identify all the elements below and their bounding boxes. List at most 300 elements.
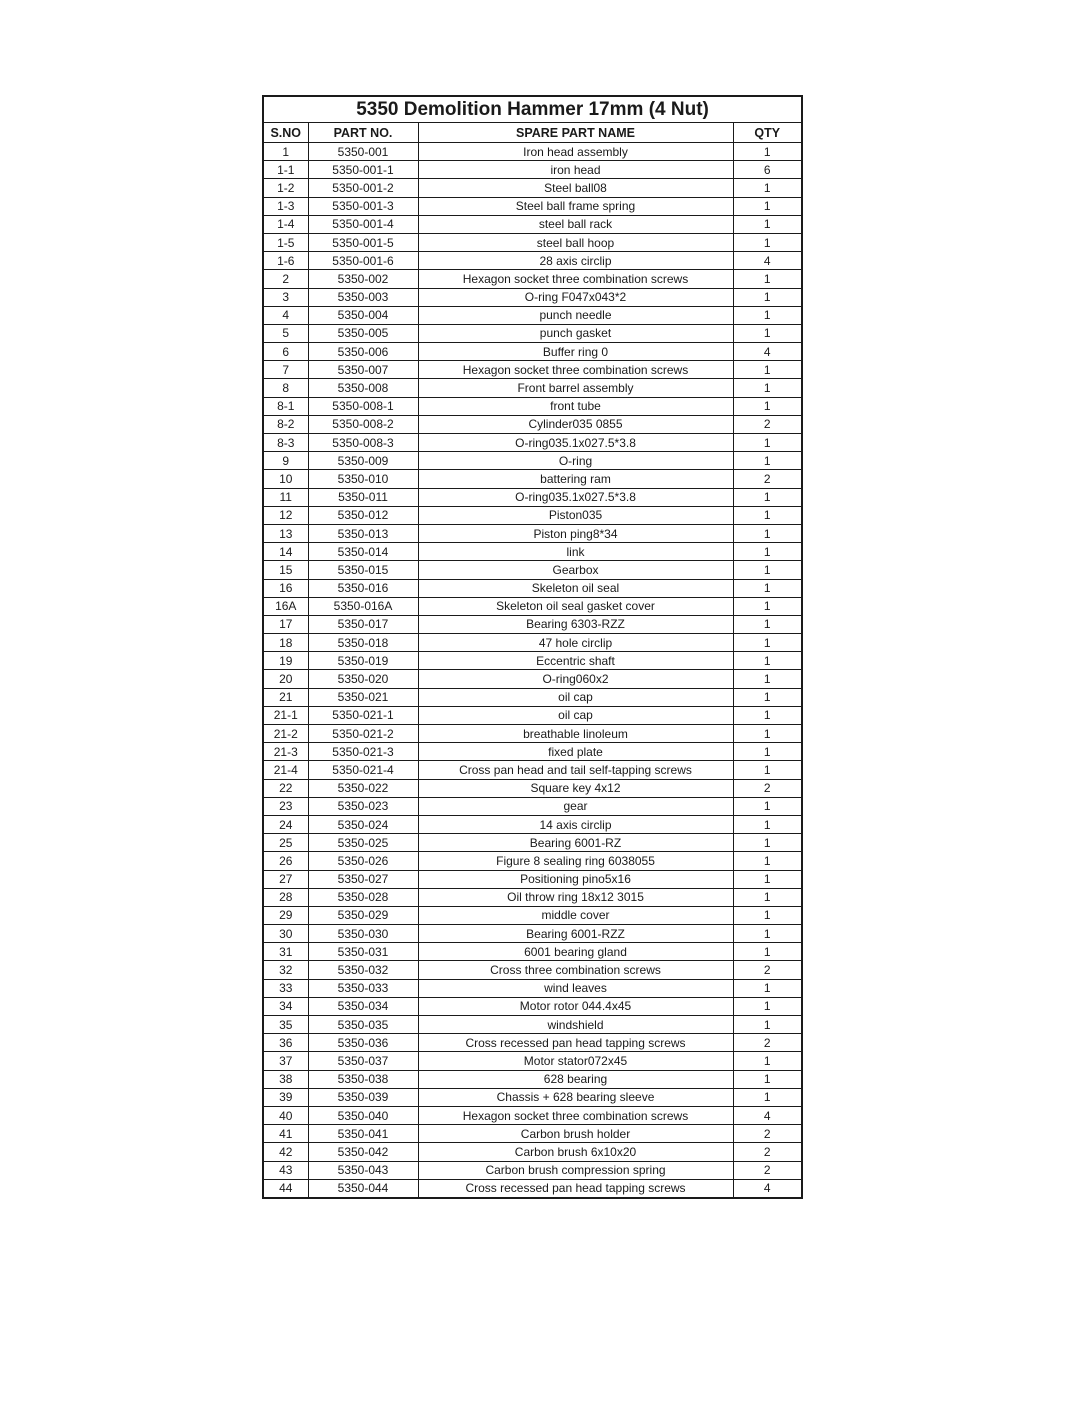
part-no-cell: 5350-025	[308, 834, 418, 852]
part-no-cell: 5350-032	[308, 961, 418, 979]
table-row	[263, 870, 802, 888]
part-no-cell: 5350-008-2	[308, 415, 418, 433]
qty-cell: 2	[733, 961, 802, 979]
table-row	[263, 397, 802, 415]
spare-parts-document	[262, 95, 801, 1199]
table-row	[263, 343, 802, 361]
part-no-cell: 5350-021	[308, 688, 418, 706]
sno-cell: 20	[263, 670, 308, 688]
table-row	[263, 143, 802, 161]
qty-cell: 1	[733, 834, 802, 852]
qty-cell: 1	[733, 288, 802, 306]
document-title: 5350 Demolition Hammer 17mm (4 Nut)	[263, 96, 802, 123]
table-row	[263, 634, 802, 652]
part-name-cell: iron head	[418, 161, 733, 179]
table-row	[263, 579, 802, 597]
sno-cell: 3	[263, 288, 308, 306]
part-name-cell: battering ram	[418, 470, 733, 488]
sno-cell: 35	[263, 1016, 308, 1034]
part-name-cell: 6001 bearing gland	[418, 943, 733, 961]
qty-cell: 1	[733, 815, 802, 833]
part-no-cell: 5350-008-1	[308, 397, 418, 415]
qty-cell: 2	[733, 1161, 802, 1179]
qty-cell: 1	[733, 943, 802, 961]
sno-cell: 18	[263, 634, 308, 652]
part-name-cell: Hexagon socket three combination screws	[418, 270, 733, 288]
table-row	[263, 1106, 802, 1124]
sno-cell: 8-3	[263, 434, 308, 452]
sno-cell: 6	[263, 343, 308, 361]
qty-cell: 1	[733, 1088, 802, 1106]
part-name-cell: Cross recessed pan head tapping screws	[418, 1034, 733, 1052]
table-row	[263, 906, 802, 924]
part-name-cell: O-ring	[418, 452, 733, 470]
table-row	[263, 506, 802, 524]
part-no-cell: 5350-001-3	[308, 197, 418, 215]
qty-cell: 2	[733, 1143, 802, 1161]
table-row	[263, 725, 802, 743]
table-row	[263, 852, 802, 870]
table-row	[263, 1179, 802, 1198]
qty-cell: 2	[733, 470, 802, 488]
qty-cell: 2	[733, 1125, 802, 1143]
part-no-cell: 5350-024	[308, 815, 418, 833]
sno-cell: 42	[263, 1143, 308, 1161]
qty-cell: 1	[733, 688, 802, 706]
table-row	[263, 1034, 802, 1052]
sno-cell: 40	[263, 1106, 308, 1124]
qty-cell: 1	[733, 452, 802, 470]
part-no-cell: 5350-001-4	[308, 215, 418, 233]
part-name-cell: Motor rotor 044.4x45	[418, 997, 733, 1015]
part-name-cell: O-ring F047x043*2	[418, 288, 733, 306]
part-no-cell: 5350-021-4	[308, 761, 418, 779]
part-name-cell: Piston ping8*34	[418, 524, 733, 542]
part-name-cell: 28 axis circlip	[418, 252, 733, 270]
parts-table-body	[263, 143, 802, 1198]
table-row	[263, 943, 802, 961]
part-name-cell: Eccentric shaft	[418, 652, 733, 670]
qty-cell: 1	[733, 543, 802, 561]
part-name-cell: Carbon brush 6x10x20	[418, 1143, 733, 1161]
qty-cell: 2	[733, 779, 802, 797]
column-header-sno: S.NO	[263, 123, 308, 143]
part-no-cell: 5350-009	[308, 452, 418, 470]
sno-cell: 21-2	[263, 725, 308, 743]
sno-cell: 43	[263, 1161, 308, 1179]
part-no-cell: 5350-010	[308, 470, 418, 488]
qty-cell: 1	[733, 870, 802, 888]
sno-cell: 11	[263, 488, 308, 506]
table-row	[263, 834, 802, 852]
part-no-cell: 5350-001-1	[308, 161, 418, 179]
part-no-cell: 5350-035	[308, 1016, 418, 1034]
part-name-cell: Oil throw ring 18x12 3015	[418, 888, 733, 906]
sno-cell: 21-1	[263, 706, 308, 724]
qty-cell: 1	[733, 215, 802, 233]
part-name-cell: Cylinder035 0855	[418, 415, 733, 433]
table-row	[263, 961, 802, 979]
table-row	[263, 979, 802, 997]
table-row	[263, 1070, 802, 1088]
qty-cell: 1	[733, 179, 802, 197]
sno-cell: 7	[263, 361, 308, 379]
table-row	[263, 306, 802, 324]
part-name-cell: steel ball rack	[418, 215, 733, 233]
table-row	[263, 452, 802, 470]
part-no-cell: 5350-022	[308, 779, 418, 797]
part-no-cell: 5350-030	[308, 925, 418, 943]
sno-cell: 30	[263, 925, 308, 943]
sno-cell: 16	[263, 579, 308, 597]
title-row	[263, 96, 802, 123]
sno-cell: 1-2	[263, 179, 308, 197]
part-no-cell: 5350-034	[308, 997, 418, 1015]
part-no-cell: 5350-018	[308, 634, 418, 652]
qty-cell: 1	[733, 743, 802, 761]
table-row	[263, 615, 802, 633]
table-row	[263, 415, 802, 433]
qty-cell: 1	[733, 561, 802, 579]
part-no-cell: 5350-011	[308, 488, 418, 506]
part-name-cell: 14 axis circlip	[418, 815, 733, 833]
qty-cell: 1	[733, 906, 802, 924]
part-no-cell: 5350-033	[308, 979, 418, 997]
sno-cell: 37	[263, 1052, 308, 1070]
part-name-cell: Iron head assembly	[418, 143, 733, 161]
part-no-cell: 5350-014	[308, 543, 418, 561]
part-no-cell: 5350-026	[308, 852, 418, 870]
qty-cell: 1	[733, 306, 802, 324]
part-name-cell: Carbon brush compression spring	[418, 1161, 733, 1179]
part-name-cell: Cross pan head and tail self-tapping screws	[418, 761, 733, 779]
table-row	[263, 524, 802, 542]
sno-cell: 38	[263, 1070, 308, 1088]
part-no-cell: 5350-039	[308, 1088, 418, 1106]
table-row	[263, 252, 802, 270]
part-no-cell: 5350-027	[308, 870, 418, 888]
sno-cell: 1-4	[263, 215, 308, 233]
part-no-cell: 5350-023	[308, 797, 418, 815]
sno-cell: 13	[263, 524, 308, 542]
sno-cell: 24	[263, 815, 308, 833]
table-row	[263, 488, 802, 506]
qty-cell: 1	[733, 888, 802, 906]
qty-cell: 1	[733, 634, 802, 652]
part-name-cell: Motor stator072x45	[418, 1052, 733, 1070]
sno-cell: 25	[263, 834, 308, 852]
qty-cell: 1	[733, 361, 802, 379]
part-no-cell: 5350-020	[308, 670, 418, 688]
qty-cell: 1	[733, 379, 802, 397]
part-no-cell: 5350-036	[308, 1034, 418, 1052]
part-no-cell: 5350-001	[308, 143, 418, 161]
column-header-spare-part-name: SPARE PART NAME	[418, 123, 733, 143]
part-no-cell: 5350-017	[308, 615, 418, 633]
part-name-cell: Hexagon socket three combination screws	[418, 361, 733, 379]
part-name-cell: windshield	[418, 1016, 733, 1034]
qty-cell: 1	[733, 925, 802, 943]
table-row	[263, 925, 802, 943]
part-no-cell: 5350-005	[308, 324, 418, 342]
table-row	[263, 761, 802, 779]
table-row	[263, 379, 802, 397]
part-no-cell: 5350-012	[308, 506, 418, 524]
table-row	[263, 597, 802, 615]
part-name-cell: oil cap	[418, 688, 733, 706]
part-no-cell: 5350-006	[308, 343, 418, 361]
qty-cell: 4	[733, 252, 802, 270]
part-name-cell: O-ring035.1x027.5*3.8	[418, 488, 733, 506]
part-name-cell: Steel ball frame spring	[418, 197, 733, 215]
qty-cell: 1	[733, 197, 802, 215]
part-no-cell: 5350-001-2	[308, 179, 418, 197]
part-name-cell: middle cover	[418, 906, 733, 924]
table-row	[263, 670, 802, 688]
qty-cell: 1	[733, 979, 802, 997]
table-row	[263, 1125, 802, 1143]
part-no-cell: 5350-002	[308, 270, 418, 288]
part-no-cell: 5350-008-3	[308, 434, 418, 452]
sno-cell: 2	[263, 270, 308, 288]
part-name-cell: Bearing 6303-RZZ	[418, 615, 733, 633]
part-name-cell: Front barrel assembly	[418, 379, 733, 397]
sno-cell: 16A	[263, 597, 308, 615]
table-row	[263, 779, 802, 797]
sno-cell: 8	[263, 379, 308, 397]
sno-cell: 28	[263, 888, 308, 906]
table-row	[263, 543, 802, 561]
table-row	[263, 197, 802, 215]
part-name-cell: Steel ball08	[418, 179, 733, 197]
sno-cell: 41	[263, 1125, 308, 1143]
part-no-cell: 5350-015	[308, 561, 418, 579]
part-name-cell: oil cap	[418, 706, 733, 724]
part-name-cell: Square key 4x12	[418, 779, 733, 797]
table-row	[263, 743, 802, 761]
sno-cell: 21-4	[263, 761, 308, 779]
table-row	[263, 688, 802, 706]
qty-cell: 1	[733, 506, 802, 524]
part-no-cell: 5350-021-1	[308, 706, 418, 724]
part-name-cell: Buffer ring 0	[418, 343, 733, 361]
part-name-cell: fixed plate	[418, 743, 733, 761]
part-name-cell: 47 hole circlip	[418, 634, 733, 652]
qty-cell: 1	[733, 1070, 802, 1088]
qty-cell: 1	[733, 324, 802, 342]
header-row	[263, 123, 802, 143]
sno-cell: 1-6	[263, 252, 308, 270]
column-header-part-no: PART NO.	[308, 123, 418, 143]
sno-cell: 21-3	[263, 743, 308, 761]
sno-cell: 44	[263, 1179, 308, 1198]
qty-cell: 2	[733, 415, 802, 433]
part-no-cell: 5350-016A	[308, 597, 418, 615]
qty-cell: 1	[733, 143, 802, 161]
qty-cell: 1	[733, 397, 802, 415]
part-name-cell: Piston035	[418, 506, 733, 524]
qty-cell: 1	[733, 997, 802, 1015]
qty-cell: 1	[733, 797, 802, 815]
column-header-qty: QTY	[733, 123, 802, 143]
qty-cell: 1	[733, 270, 802, 288]
qty-cell: 1	[733, 652, 802, 670]
part-name-cell: punch needle	[418, 306, 733, 324]
table-row	[263, 324, 802, 342]
part-name-cell: wind leaves	[418, 979, 733, 997]
part-no-cell: 5350-019	[308, 652, 418, 670]
part-name-cell: Chassis + 628 bearing sleeve	[418, 1088, 733, 1106]
sno-cell: 26	[263, 852, 308, 870]
part-no-cell: 5350-031	[308, 943, 418, 961]
sno-cell: 22	[263, 779, 308, 797]
qty-cell: 1	[733, 852, 802, 870]
part-no-cell: 5350-001-5	[308, 233, 418, 251]
qty-cell: 1	[733, 670, 802, 688]
sno-cell: 1-5	[263, 233, 308, 251]
part-no-cell: 5350-029	[308, 906, 418, 924]
part-name-cell: Cross recessed pan head tapping screws	[418, 1179, 733, 1198]
part-no-cell: 5350-001-6	[308, 252, 418, 270]
part-no-cell: 5350-042	[308, 1143, 418, 1161]
part-name-cell: front tube	[418, 397, 733, 415]
parts-table	[262, 95, 803, 1199]
sno-cell: 14	[263, 543, 308, 561]
sno-cell: 39	[263, 1088, 308, 1106]
sno-cell: 21	[263, 688, 308, 706]
sno-cell: 31	[263, 943, 308, 961]
table-row	[263, 815, 802, 833]
part-no-cell: 5350-007	[308, 361, 418, 379]
qty-cell: 1	[733, 761, 802, 779]
table-row	[263, 1161, 802, 1179]
part-name-cell: breathable linoleum	[418, 725, 733, 743]
part-no-cell: 5350-040	[308, 1106, 418, 1124]
sno-cell: 4	[263, 306, 308, 324]
table-row	[263, 470, 802, 488]
table-row	[263, 1088, 802, 1106]
part-no-cell: 5350-016	[308, 579, 418, 597]
sno-cell: 17	[263, 615, 308, 633]
part-name-cell: Gearbox	[418, 561, 733, 579]
sno-cell: 5	[263, 324, 308, 342]
part-name-cell: O-ring035.1x027.5*3.8	[418, 434, 733, 452]
sno-cell: 27	[263, 870, 308, 888]
table-row	[263, 361, 802, 379]
qty-cell: 1	[733, 706, 802, 724]
table-row	[263, 1052, 802, 1070]
part-no-cell: 5350-008	[308, 379, 418, 397]
part-no-cell: 5350-037	[308, 1052, 418, 1070]
table-row	[263, 233, 802, 251]
part-name-cell: Positioning pino5x16	[418, 870, 733, 888]
part-name-cell: Figure 8 sealing ring 6038055	[418, 852, 733, 870]
sno-cell: 36	[263, 1034, 308, 1052]
qty-cell: 4	[733, 1179, 802, 1198]
sno-cell: 19	[263, 652, 308, 670]
table-row	[263, 215, 802, 233]
part-name-cell: Skeleton oil seal	[418, 579, 733, 597]
part-name-cell: Bearing 6001-RZ	[418, 834, 733, 852]
table-row	[263, 561, 802, 579]
qty-cell: 1	[733, 1016, 802, 1034]
sno-cell: 10	[263, 470, 308, 488]
qty-cell: 1	[733, 579, 802, 597]
table-row	[263, 161, 802, 179]
qty-cell: 2	[733, 1034, 802, 1052]
qty-cell: 1	[733, 615, 802, 633]
table-row	[263, 1143, 802, 1161]
part-no-cell: 5350-028	[308, 888, 418, 906]
sno-cell: 1-1	[263, 161, 308, 179]
table-row	[263, 706, 802, 724]
sno-cell: 1	[263, 143, 308, 161]
part-no-cell: 5350-021-2	[308, 725, 418, 743]
part-no-cell: 5350-021-3	[308, 743, 418, 761]
sno-cell: 33	[263, 979, 308, 997]
qty-cell: 4	[733, 343, 802, 361]
sno-cell: 9	[263, 452, 308, 470]
part-name-cell: Cross three combination screws	[418, 961, 733, 979]
table-row	[263, 288, 802, 306]
qty-cell: 1	[733, 233, 802, 251]
sno-cell: 29	[263, 906, 308, 924]
part-name-cell: link	[418, 543, 733, 561]
part-no-cell: 5350-041	[308, 1125, 418, 1143]
table-row	[263, 997, 802, 1015]
part-name-cell: steel ball hoop	[418, 233, 733, 251]
qty-cell: 1	[733, 597, 802, 615]
part-no-cell: 5350-038	[308, 1070, 418, 1088]
part-no-cell: 5350-013	[308, 524, 418, 542]
sno-cell: 8-2	[263, 415, 308, 433]
qty-cell: 1	[733, 725, 802, 743]
part-name-cell: O-ring060x2	[418, 670, 733, 688]
table-row	[263, 434, 802, 452]
qty-cell: 1	[733, 488, 802, 506]
sno-cell: 15	[263, 561, 308, 579]
part-name-cell: 628 bearing	[418, 1070, 733, 1088]
qty-cell: 1	[733, 524, 802, 542]
table-row	[263, 888, 802, 906]
part-name-cell: gear	[418, 797, 733, 815]
part-no-cell: 5350-044	[308, 1179, 418, 1198]
part-name-cell: Hexagon socket three combination screws	[418, 1106, 733, 1124]
part-no-cell: 5350-043	[308, 1161, 418, 1179]
table-row	[263, 652, 802, 670]
table-row	[263, 179, 802, 197]
part-name-cell: punch gasket	[418, 324, 733, 342]
table-row	[263, 270, 802, 288]
part-name-cell: Carbon brush holder	[418, 1125, 733, 1143]
sno-cell: 32	[263, 961, 308, 979]
qty-cell: 1	[733, 1052, 802, 1070]
part-name-cell: Skeleton oil seal gasket cover	[418, 597, 733, 615]
sno-cell: 23	[263, 797, 308, 815]
qty-cell: 6	[733, 161, 802, 179]
table-row	[263, 1016, 802, 1034]
qty-cell: 1	[733, 434, 802, 452]
part-no-cell: 5350-003	[308, 288, 418, 306]
part-no-cell: 5350-004	[308, 306, 418, 324]
sno-cell: 8-1	[263, 397, 308, 415]
sno-cell: 12	[263, 506, 308, 524]
sno-cell: 1-3	[263, 197, 308, 215]
table-row	[263, 797, 802, 815]
part-name-cell: Bearing 6001-RZZ	[418, 925, 733, 943]
qty-cell: 4	[733, 1106, 802, 1124]
sno-cell: 34	[263, 997, 308, 1015]
